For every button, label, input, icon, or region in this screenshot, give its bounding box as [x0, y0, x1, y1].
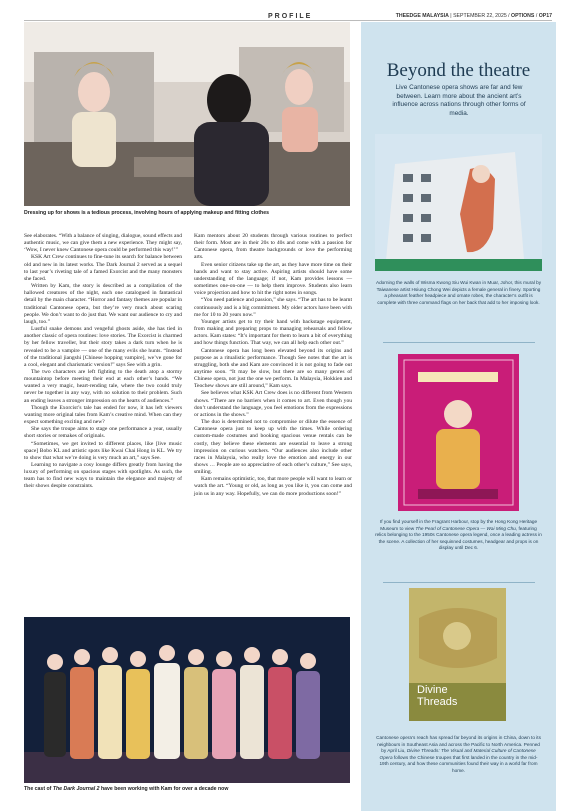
paragraph: KSK Art Crew continues to fine-tune its search for balance between old and new in its latest works. The Dark Journal 2 served as a sequel to last year’s riveting tale of a famed Exorcist and the many monsters she faced. — [24, 254, 182, 282]
cast-stage-photo — [24, 617, 350, 783]
backstage-illustration — [24, 22, 350, 206]
paragraph: Cantonese opera has long been elevated beyond its origins and purpose as a ritualistic performance. Though See notes that the art is struggling, both she and Kam are convinced it is not going to fade out anytime soon. “It may be slow, but there are so many genres of Chinese opera, not just the one we perform. In Malaysia, Hokkien and Teochew shows are still around,” Kam says. — [194, 347, 352, 390]
cast-illustration — [24, 617, 350, 783]
page-number: OP17 — [538, 13, 552, 19]
sidebar-beyond-the-theatre — [361, 22, 556, 811]
top-photo-caption: Dressing up for shows is a tedious process, involving hours of applying makeup and fitting clothes — [24, 210, 270, 216]
section-right: OPTIONS — [511, 13, 535, 19]
caption-text: have been working with Kam for over a decade now — [99, 786, 229, 792]
museum-caption — [375, 519, 542, 552]
paragraph: Even senior citizens take up the art, as they have more time on their hands and want to stay active. Aspiring artists should have some understanding of the language; if not, Kam provides lessons — sometimes one-on-one — to help them improve. Students also learn voice projection and how to hit the right notes in songs. — [194, 261, 352, 297]
sidebar-intro: Live Cantonese opera shows are far and few between. Learn more about the ancient art’s influence across nations through other forms of media. — [392, 84, 526, 117]
caption-text: The cast of — [24, 786, 53, 792]
paragraph: Younger artists get to try their hand with backstage equipment, from making and preparing props to managing rehearsals and fellow actors. Kam states: “It’s important for them to learn a bit of everything and how things function. That way, we can all help each other out.” — [194, 318, 352, 347]
caption-text: If you find yourself in the Fragrant Harbour, stop by the Hong Kong Heritage Museum to view — [379, 519, 538, 531]
book-full-title: Divine Threads: The Visual and Material Culture of Cantonese Opera — [379, 748, 536, 760]
paragraph: Written by Kam, the story is described as a compilation of the hallowed creatures of the night, each one catalogued in fantastical detail by the main character. “Horror and fantasy themes are popular in traditional Cantonese opera, but they’re very much about scaring people. We don’t want to do just that. We want our audience to cry and laugh, too.” — [24, 283, 182, 325]
paragraph: Learning to navigate a cosy lounge differs greatly from having the luxury of performing on spacious stages with spotlights. As such, the team has to find new ways to maintain the elegance and majesty of their shows despite constraints. — [24, 462, 182, 490]
book-title-line: Divine — [417, 684, 448, 696]
book-title — [417, 684, 457, 708]
caption-text: follows the Chinese troupes that first landed in the country in the mid-19th century, and how these communities found their way in a world far from home. — [379, 754, 538, 773]
folio: THEEDGE MALAYSIA | SEPTEMBER 22, 2025 / OPTIONS / OP17 — [395, 13, 552, 19]
page-header — [0, 0, 580, 24]
book-caption — [375, 735, 542, 775]
museum-illustration — [398, 354, 519, 511]
paragraph: “You need patience and passion,” she says. “The art has to be learnt continuously and is a big commitment. My older actors have been with me for 10 to 20 years now.” — [194, 297, 352, 318]
book-title-line: Threads — [417, 696, 458, 708]
paragraph: She says the troupe aims to stage one performance a year, usually short stories or remakes of originals. — [24, 426, 182, 440]
bottom-photo-caption — [24, 786, 350, 793]
sidebar-divider — [383, 342, 535, 343]
paragraph: Kam mentors about 20 students through various routines to perfect their form. Most are in their 20s to 40s and come with a passion for Cantonese opera, from theatre backgrounds or love the performing arts. — [194, 233, 352, 261]
backstage-makeup-photo — [24, 22, 350, 206]
header-rule — [24, 20, 552, 21]
mural-caption: Adorning the walls of Wisma Kwong Siu Wui Kwan in Muar, Johor, this mural by Taiwanese artist Hsiung Chong Wei depicts a female general in finery. Sporting a pheasant feather headpiece and ornate robes, the character’s outfit is complete with three command flags on her back that add to her imposing look. — [375, 280, 542, 305]
issue-date: SEPTEMBER 22, 2025 — [453, 13, 507, 19]
mural-building-photo — [375, 134, 542, 271]
book-cover-photo — [409, 588, 506, 721]
caption-text: , featuring relics belonging to the 1950s Cantonese opera legend, once a leading actress in the scene. A collection of her sequinned costumes, headgear and props is on display until Dec 6. — [375, 525, 542, 551]
paragraph: Lustful snake demons and vengeful ghosts aside, she has tied in another classic of opera routines: love stories. The Exorcist is charmed by her fellow traveller, but their story takes a dark turn when he is revealed to be a vampire — one of the many evils she hunts. “Instead of the traditional jiangshi [Chinese hopping vampire], we’ve gone for a cool, elegant and charismatic version!” says See with a grin. — [24, 326, 182, 368]
publication-prefix: THE — [395, 13, 407, 19]
paragraph: See believes what KSK Art Crew does is no different from Western shows. “There are no barriers when it comes to art. Even though you don’t understand the language, you feel emotions from the expressions or actions in the shows.” — [194, 390, 352, 418]
paragraph: The two characters are left fighting to the death atop a stormy mountaintop before meeting their end at each other’s hands. “We wanted a very magic, heart-rending tale, where the two could truly never be together in any way, with no solution to their problem. Such an ending leaves a stronger impression on the hearts of audiences.” — [24, 368, 182, 404]
article-column-1 — [24, 233, 182, 491]
mural-illustration — [375, 134, 542, 271]
museum-exhibit-photo — [398, 354, 519, 511]
paragraph: Kam remains optimistic, too, that more people will want to learn or watch the art. “Young or old, as long as you like it, you can come and join us in any way. Hopefully, we can do more productions soon!” — [194, 476, 352, 497]
caption-title: The Dark Journal 2 — [52, 786, 100, 792]
paragraph: The duo is determined not to compromise or dilute the essence of Cantonese opera just to keep up with the times. While ordering custom-made costumes and booking spacious venue rentals can be costly, they believe these elements are essential to leave a strong impression on curious watchers. “Our audiences also include other races in Malaysia, who really love the emotion and energy in our shows … People are so appreciative of each other’s culture,” See says, smiling. — [194, 419, 352, 476]
sidebar-divider — [383, 582, 535, 583]
paragraph: Though the Exorcist’s tale has ended for now, it has left viewers wanting more original tales from Kam’s creative mind. When can they expect something exciting and new? — [24, 404, 182, 426]
publication-name: EDGE MALAYSIA — [406, 13, 449, 19]
paragraph: See elaborates. “With a balance of singing, dialogue, sound effects and authentic music, we can give them a new experience. They might say, ‘Wow, I never knew Cantonese opera could be performed this way!’” — [24, 233, 182, 254]
paragraph: “Sometimes, we get invited to different places, like [live music space] Bobo KL and artistic spots like Kwai Chai Hong in KL. We try to show that what we’re doing is very much an art,” says See. — [24, 440, 182, 461]
caption-text: Cantonese opera’s reach has spread far beyond its origins in China, down to its neighbours in Southeast Asia and across the Pacific to North America. Penned by April Liu, — [376, 735, 541, 754]
article-column-2 — [194, 233, 352, 498]
section-label: PROFILE — [268, 13, 313, 20]
sidebar-title: Beyond the theatre — [386, 60, 531, 81]
exhibit-title: The Pearl of Cantonese Opera — Wai Ming Chu — [415, 525, 516, 531]
